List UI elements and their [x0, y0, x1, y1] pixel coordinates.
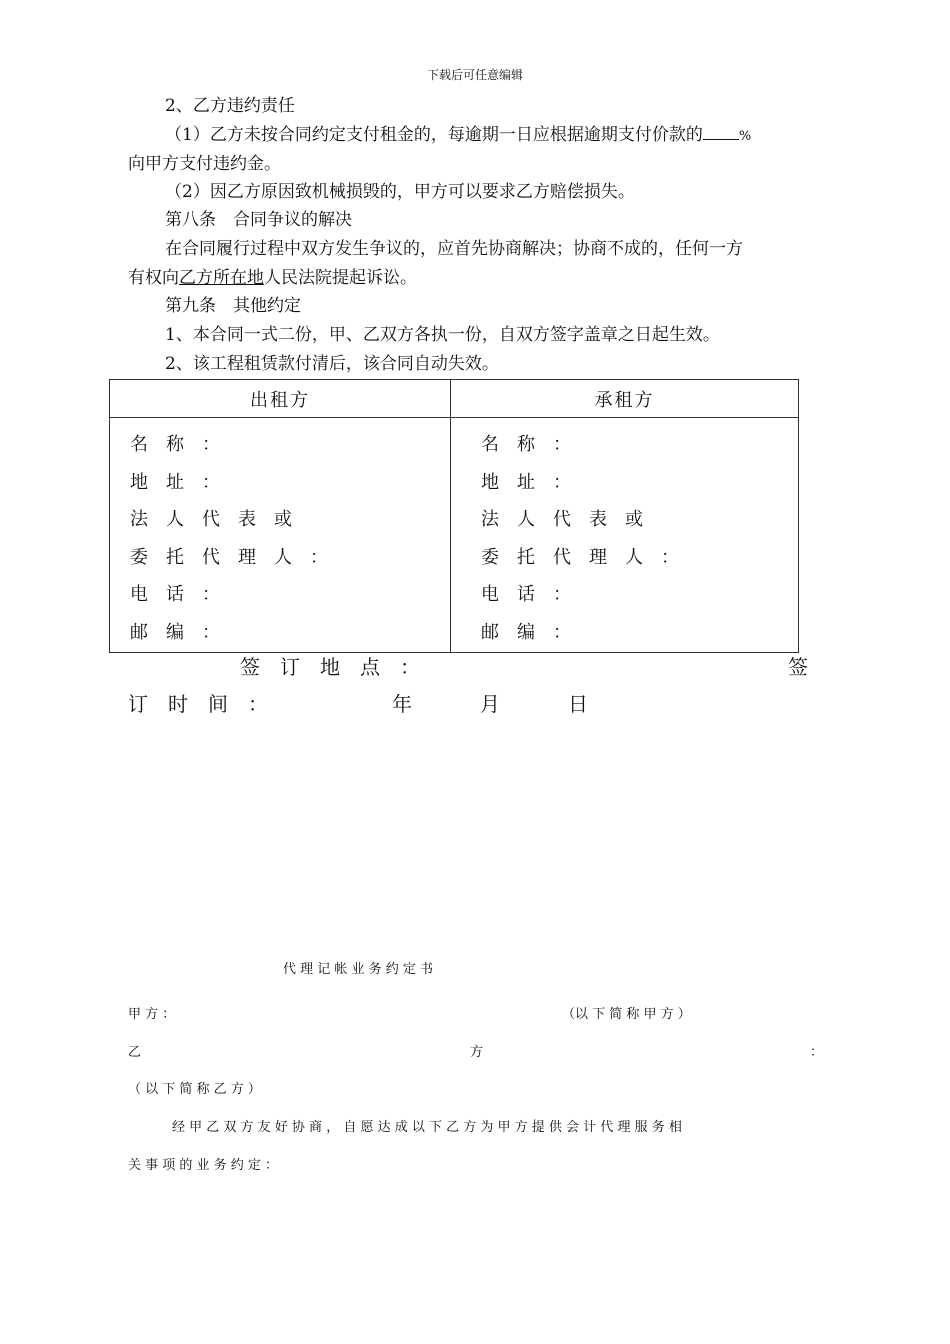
field-postcode: 邮 编 ：: [481, 621, 571, 643]
clause-line: [128, 263, 417, 288]
blank-underline: [703, 123, 739, 140]
clause-line: 1、本合同一式二份，甲、乙双方各执一份，自双方签字盖章之日起生效。: [165, 325, 720, 345]
lessor-header: 出租方: [110, 380, 451, 418]
article-heading: 第九条 其他约定: [165, 296, 301, 316]
clause-text: （1）乙方未按合同约定支付租金的，每逾期一日应根据逾期支付价款的: [165, 125, 703, 145]
intro-line: 经 甲 乙 双 方 友 好 协 商 ， 自 愿 达 成 以 下 乙 方 为 甲 方 提 供 会 计 代 理 服 务 相: [172, 1120, 682, 1135]
article-heading: 第八条 合同争议的解决: [165, 210, 352, 230]
party-a-note: （以 下 简 称 甲 方 ）: [562, 1007, 691, 1022]
sign-place-label: 签 订 地 点 ：: [240, 655, 420, 679]
field-phone: 电 话 ：: [481, 584, 571, 606]
sign-time-label: 订 时 间 ：: [128, 692, 268, 716]
clause-line: （2）因乙方原因致机械损毁的，甲方可以要求乙方赔偿损失。: [165, 182, 635, 202]
field-phone: 电 话 ：: [130, 584, 220, 606]
field-name: 名 称 ：: [481, 434, 571, 455]
party-a-label: 甲 方 ：: [128, 1007, 176, 1022]
party-b-colon: ：: [810, 1045, 824, 1060]
sign-char: 签: [788, 655, 808, 679]
field-agent: 委 托 代 理 人 ：: [481, 546, 679, 568]
page-header: 下载后可任意编辑: [426, 68, 523, 82]
field-name: 名 称 ：: [130, 434, 220, 455]
lessee-header: 承租方: [451, 380, 799, 418]
party-b-note: （ 以 下 简 称 乙 方 ）: [128, 1082, 261, 1097]
clause-line: 在合同履行过程中双方发生争议的，应首先协商解决；协商不成的，任何一方: [165, 239, 743, 259]
day-label: 日: [568, 692, 588, 716]
clause-text: 人民法院提起诉讼。: [264, 268, 417, 288]
clause-line: 2、该工程租赁款付清后，该合同自动失效。: [165, 354, 499, 374]
field-legal-rep: 法 人 代 表 或: [481, 509, 643, 531]
lessor-cell: [110, 418, 451, 653]
percent-sign: %: [738, 129, 752, 144]
intro-line: 关 事 项 的 业 务 约 定 ：: [128, 1158, 279, 1173]
party-b-label: 乙: [128, 1045, 142, 1060]
field-address: 地 址 ：: [481, 471, 571, 493]
field-address: 地 址 ：: [130, 471, 220, 493]
month-label: 月: [480, 692, 500, 716]
field-postcode: 邮 编 ：: [130, 621, 220, 643]
underlined-court: 乙方所在地: [179, 268, 264, 288]
clause-line: 向甲方支付违约金。: [128, 154, 281, 174]
party-b-label: 方: [470, 1045, 484, 1060]
signature-table: [109, 379, 799, 653]
year-label: 年: [392, 692, 412, 716]
lessee-cell: [451, 418, 799, 653]
clause-line: 2、乙方违约责任: [165, 96, 295, 116]
field-agent: 委 托 代 理 人 ：: [130, 546, 328, 568]
clause-text: 有权向: [128, 268, 179, 288]
second-doc-title: 代 理 记 帐 业 务 约 定 书: [283, 962, 434, 977]
clause-line: [165, 120, 751, 145]
field-legal-rep: 法 人 代 表 或: [130, 509, 292, 531]
